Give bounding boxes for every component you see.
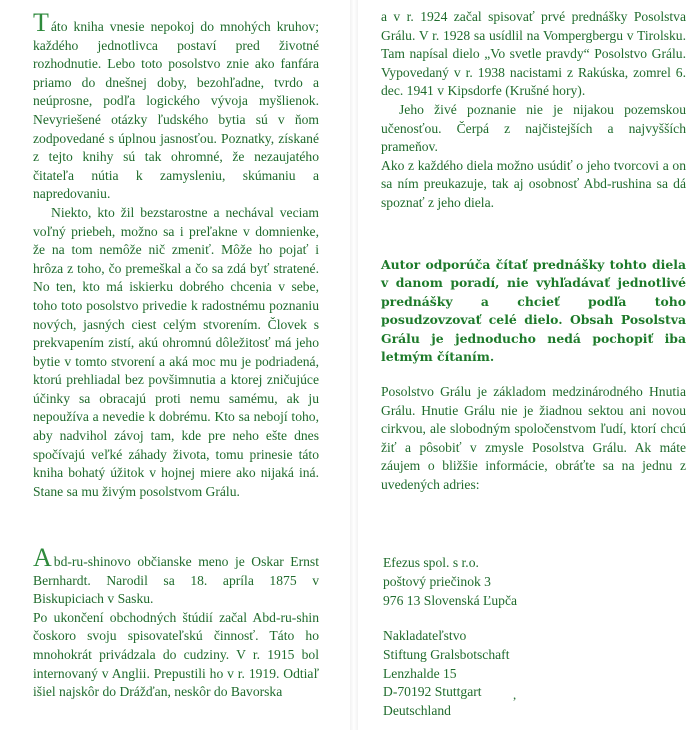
reading-recommendation: Autor odporúča čítať prednášky tohto diela v danom poradí, nie vyhľadávať jednotlivé prednášky a chcieť podľa toho posudzovzovať celé dielo. Obsah Posolstva Grálu je jednoducho nedá pochopiť iba letmým čítaním. [381,257,686,365]
book-gutter [350,0,358,730]
address-line: Stiftung Gralsbotschaft [383,646,510,662]
bio-paragraph-2: Po ukončení obchodných štúdií začal Abd-ru-shin čoskoro svoju spisovateľskú činnosť. Táto ho mnohokrát privádzala do cudziny. V r. 1915 bol internovaný v Anglii. Prepustili ho v r. 1919. Odtiaľ išiel najskôr do Drážďan, neskôr do Bavorska [33,609,319,700]
intro-paragraph-2: Niekto, kto žil bezstarostne a nechával veciam voľný priebeh, možno sa i preľakne v domnienke, že na tom nemôže nič zmeniť. Môže ho pojať i hrôza z toho, čo premeškal a čo sa zdá byť stratené. No ten, kto má iskierku dobrého chcenia v sebe, toho toto posolstvo privedie k radostnému poznaniu nových, jasných ciest celým stvorením. Človek s prekvapením zistí, akú ohromnú dôležitosť má jeho bytie v tomto stvorení a aká moc mu je podriadená, ktorú prehliadal bez povšimnutia a ktorej zničujúce účinky sa obracajú proti nemu samému, ak ju nepoužíva a nevedie k dobrému. Kto sa nebojí toho, aby nadvihol závoj tam, kde pre neho ešte dnes spočívajú veľké záhady života, tomu prinesie táto kniha bohatý úžitok v hojnej miere ako nijaká iná. Stane sa mu živým posolstvom Grálu. [33,204,319,499]
grail-movement-section [381,383,686,495]
address-line: Deutschland [383,703,451,719]
bio-continued-paragraph-1: a v r. 1924 začal spisovať prvé prednášky Posolstva Grálu. V r. 1928 sa usídlil na Vompergbergu v Tirolsku. Tam napísal dielo „Vo svetle pravdy“ Posolstvo Grálu. Vypovedaný v r. 1938 nacistami z Rakúska, zomrel 6. dec. 1941 v Kipsdorfe (Krušné hory). [381,9,686,99]
stray-mark: , [513,687,517,702]
intro-section [33,8,319,501]
bio-paragraph-1: Abd-ru-shinovo občianske meno je Oskar Ernst Bernhardt. Narodil sa 18. apríla 1875 v Biskupiciach v Sasku. [33,543,319,607]
drop-cap-letter: A [33,543,52,572]
grail-movement-paragraph: Posolstvo Grálu je základom medzinárodného Hnutia Grálu. Hnutie Grálu nie je žiadnou sektou ani novou cirkvou, ale slobodným spoločenstvom ľudí, ktorí chcú žiť a pôsobiť v zmysle Posolstva Grálu. Ak máte záujem o bližšie informácie, obráťte sa na jednu z uvedených adries: [381,384,686,492]
address-line: 976 13 Slovenská Ľupča [383,592,518,608]
intro-paragraph-1: Táto kniha vnesie nepokoj do mnohých kruhov; každého jednotlivca postaví pred životné rozhodnutie. Lebo toto posolstvo znie ako fanfára priamo do dnešnej doby, bezohľadne, tvrdo a neúprosne, podľa logického vývoja myšlienok. Nevyriešené otázky ľudského bytia sú v ňom zodpovedané s úplnou jasnosťou. Poznatky, získané z tejto knihy sú tak ohromné, že nezaujatého čitateľa nútia k zamysleniu, skúmaniu a napredovaniu. [33,8,319,202]
author-bio-section [33,543,319,702]
bio-continued-paragraph-2: Jeho živé poznanie nie je nijakou pozemskou učenosťou. Čerpá z najčistejších a najvyšších prameňov. [381,101,686,155]
bio-continued-section [381,8,686,213]
right-page [358,0,700,730]
address-line: D-70192 Stuttgart [383,684,482,700]
drop-cap-letter: T [33,8,49,37]
address-line: poštový priečinok 3 [383,573,491,589]
address-line: Lenzhalde 15 [383,665,457,681]
address-block-efezus [383,554,643,610]
address-line: Nakladateľstvo [383,628,467,643]
bio-continued-paragraph-3: Ako z každého diela možno usúdiť o jeho tvorcovi a on sa ním preukazuje, tak aj osobnosť Abd-rushina sa dá spoznať z jeho diela. [381,157,686,210]
address-line: Efezus spol. s r.o. [383,555,479,570]
address-block-publisher [383,627,643,721]
